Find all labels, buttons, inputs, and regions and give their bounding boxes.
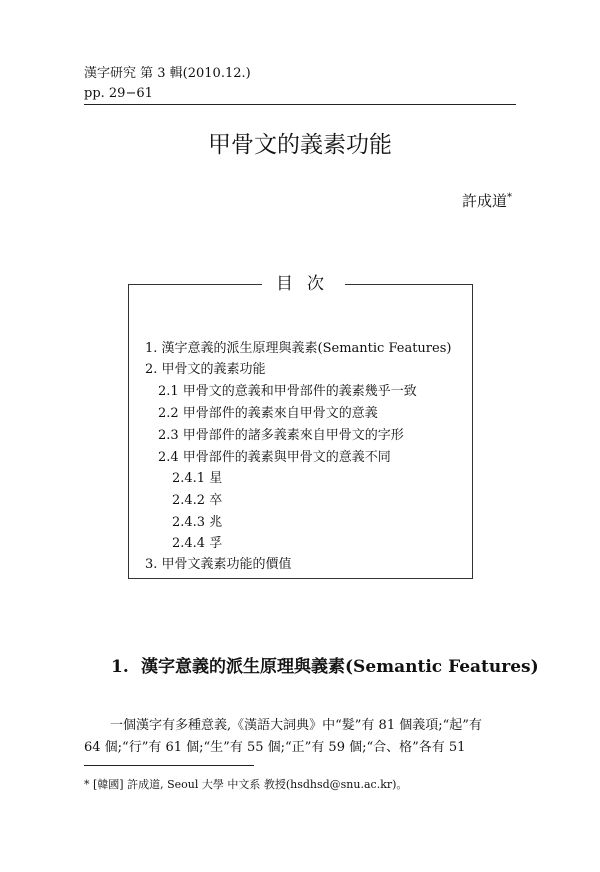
toc-item: 2.4.4 孚 <box>172 536 223 551</box>
body-line: 一個漢字有多種意義,《漢語大詞典》中“髮”有 81 個義項;“起”有 <box>110 718 482 733</box>
footnote-rule <box>84 765 254 766</box>
section-number: 1. <box>111 657 129 677</box>
section-heading <box>111 656 539 678</box>
page-range: pp. 29−61 <box>84 86 153 101</box>
body-line: 64 個;“行”有 61 個;“生”有 55 個;“正”有 59 個;“合、格”各有 51 <box>84 740 466 755</box>
toc-item: 2. 甲骨文的義素功能 <box>145 362 266 377</box>
journal-info: 漢字研究 第 3 輯(2010.12.) <box>84 66 251 81</box>
toc-heading: 目次 <box>262 272 345 296</box>
toc-item: 3. 甲骨文義素功能的價值 <box>145 557 292 572</box>
toc-item: 2.1 甲骨文的意義和甲骨部件的義素幾乎一致 <box>158 384 417 399</box>
section-title: 漢字意義的派生原理與義素(Semantic Features) <box>141 657 539 677</box>
toc-item: 2.4.1 星 <box>172 471 223 486</box>
toc-item: 2.2 甲骨部件的義素來自甲骨文的意義 <box>158 406 378 421</box>
footnote: * [韓國] 許成道, Seoul 大學 中文系 教授(hsdhsd@snu.ac.kr)。 <box>84 778 408 791</box>
author-footnote-mark: * <box>507 192 512 203</box>
author <box>420 188 512 211</box>
toc-item: 2.4 甲骨部件的義素與甲骨文的意義不同 <box>158 450 391 465</box>
paper-title: 甲骨文的義素功能 <box>208 132 392 158</box>
toc-item: 2.4.3 兆 <box>172 515 223 530</box>
header-rule <box>84 104 516 105</box>
author-name: 許成道 <box>461 192 507 210</box>
toc-item: 2.4.2 卒 <box>172 493 223 508</box>
toc-item: 1. 漢字意義的派生原理與義素(Semantic Features) <box>145 341 452 356</box>
toc-item: 2.3 甲骨部件的諸多義素來自甲骨文的字形 <box>158 428 404 443</box>
